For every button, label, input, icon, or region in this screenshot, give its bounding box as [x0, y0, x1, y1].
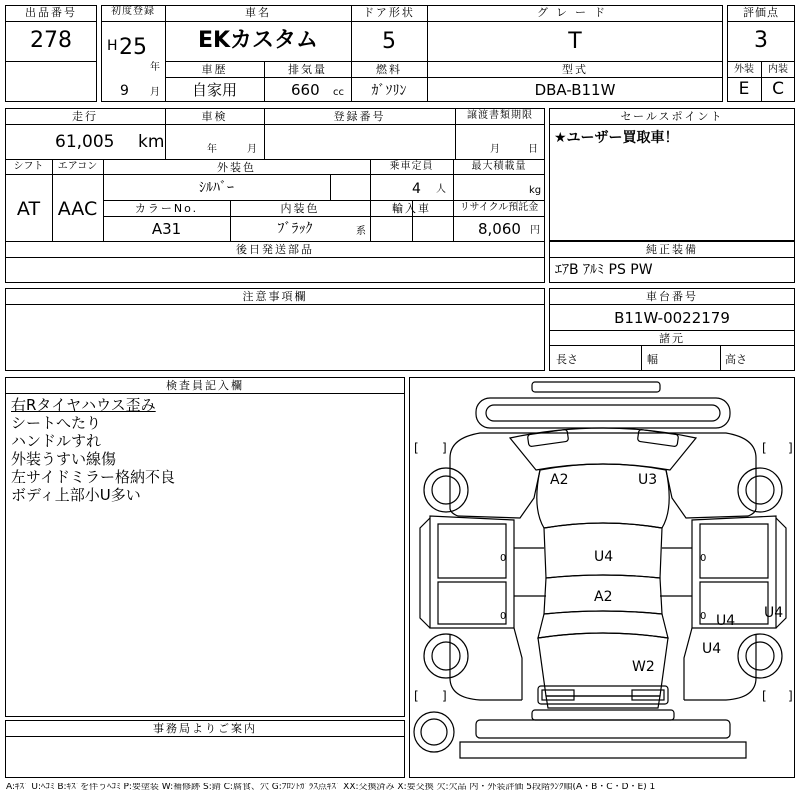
zero-mark: 0: [500, 553, 507, 564]
width-label: 幅: [647, 353, 658, 366]
notes-label: 注意事項欄: [242, 290, 308, 303]
reg-number-label: 登録番号: [333, 110, 386, 123]
car-name: EKカスタム: [197, 28, 319, 53]
capacity-label: 乗車定員: [389, 161, 434, 172]
lot-label: 出品番号: [25, 6, 77, 19]
capacity-unit: 人: [436, 184, 446, 195]
interior-grade: C: [772, 79, 784, 99]
first-reg-month: 9: [120, 83, 129, 99]
displacement-value: 660: [291, 81, 320, 99]
recycle-value: 8,060: [478, 220, 521, 238]
history-value: 自家用: [191, 81, 237, 99]
first-reg-year: 25: [119, 35, 147, 60]
bracket-right-bottom: ]: [442, 689, 447, 703]
damage-mark: A2: [594, 589, 613, 605]
bracket-left-top: [: [414, 441, 419, 455]
ext-color-label: 外装色: [217, 161, 256, 174]
fuel-value: ｶﾞｿﾘﾝ: [371, 83, 407, 99]
inspector-line: 左サイドミラー格納不良: [11, 468, 175, 486]
bracket-right-bottom-r: ]: [788, 689, 793, 703]
history-label: 車歴: [201, 63, 228, 76]
exterior-label: 外装: [734, 64, 754, 75]
legend-text: A:ｷｽﾞ U:ﾍｺﾐ B:ｷｽﾞを伴うﾍｺﾐ P:要塗装 W:補修跡 S:錆 C:腐食、穴 G:ﾌﾛﾝﾄｶﾞﾗｽ点ｷｽﾞ XX:交換済み X:要交換 欠:欠品 内・外装評価 5段階ﾗﾝｸ順(A・B・C・D・E) 1: [6, 783, 656, 792]
score-value: 3: [754, 28, 768, 53]
sales-point-value: ★ユーザー買取車！: [554, 130, 679, 146]
bracket-left-top-r: [: [762, 441, 767, 455]
damage-mark: U3: [638, 472, 658, 488]
int-color-value: ﾌﾞﾗｯｸ: [277, 221, 313, 237]
zero-mark: 0: [700, 611, 707, 622]
bracket-right-top: ]: [442, 441, 447, 455]
inspector-line: ハンドルすれ: [11, 432, 102, 450]
first-reg-label: 初度登録: [111, 6, 155, 17]
grade-label: グレード: [537, 6, 613, 19]
equipment-label: 純正装備: [646, 243, 698, 256]
inspector-line: ボディ上部小U多い: [11, 486, 141, 504]
era-letter: H: [107, 38, 118, 54]
bracket-left-bottom: [: [414, 689, 419, 703]
fuel-label: 燃料: [376, 63, 402, 76]
interior-label: 内装: [768, 64, 788, 75]
transfer-doc-label: 譲渡書類期限: [467, 110, 533, 121]
lot-box: [5, 5, 97, 102]
color-no-label: カラーNo.: [134, 202, 199, 215]
bracket-right-top-r: ]: [788, 441, 793, 455]
mileage-label: 走行: [72, 110, 98, 123]
mileage-value: 61,005: [55, 132, 115, 152]
equipment-value: ｴｱB ｱﾙﾐ PS PW: [555, 262, 653, 278]
displacement-unit: cc: [333, 87, 344, 98]
zero-mark: 0: [700, 553, 707, 564]
grade-value: T: [568, 29, 582, 54]
inspector-line: 右Rタイヤハウス歪み: [11, 396, 156, 414]
inspector-label: 検査員記入欄: [166, 379, 244, 392]
inspector-line: 外装うすい線傷: [11, 450, 117, 468]
transfer-day-unit: 日: [528, 144, 538, 155]
sales-point-label: セールスポイント: [620, 110, 724, 123]
ext-color-value: ｼﾙﾊﾞｰ: [199, 180, 234, 196]
chassis-label: 車台番号: [646, 290, 698, 303]
color-no-value: A31: [151, 220, 182, 238]
car-outline-drawing: [410, 378, 796, 779]
office-label: 事務局よりご案内: [153, 722, 257, 735]
height-label: 高さ: [725, 353, 747, 366]
inspection-month-unit: 月: [247, 144, 257, 155]
lot-number: 278: [30, 28, 72, 53]
inspection-year-unit: 年: [207, 144, 217, 155]
exterior-grade: E: [738, 79, 750, 99]
ac-value: AAC: [57, 198, 98, 220]
car-diagram: [409, 377, 795, 778]
damage-mark: U4: [716, 613, 736, 629]
door-value: 5: [382, 29, 396, 54]
model-label: 型式: [562, 63, 588, 76]
door-label: ドア形状: [363, 6, 415, 19]
recycle-unit: 円: [530, 225, 540, 236]
shift-value: AT: [16, 198, 41, 220]
damage-mark: W2: [632, 659, 655, 675]
damage-mark: A2: [550, 472, 569, 488]
year-unit: 年: [150, 62, 160, 73]
damage-mark: U4: [702, 641, 722, 657]
zero-mark: 0: [500, 611, 507, 622]
max-load-label: 最大積載量: [471, 161, 527, 172]
dims-label: 諸元: [659, 332, 685, 345]
damage-mark: U4: [764, 605, 784, 621]
displacement-label: 排気量: [288, 63, 327, 76]
shift-label: シフト: [13, 161, 44, 172]
int-color-suffix: 系: [356, 226, 366, 237]
max-load-unit: kg: [529, 185, 542, 196]
recycle-label: リサイクル預託金: [459, 202, 539, 213]
bracket-left-bottom-r: [: [762, 689, 767, 703]
score-label: 評価点: [743, 6, 779, 19]
length-label: 長さ: [556, 353, 578, 366]
import-label: 輸入車: [392, 202, 431, 215]
transfer-month-unit: 月: [490, 144, 500, 155]
int-color-label: 内装色: [280, 202, 320, 215]
car-name-label: 車名: [245, 6, 271, 19]
inspector-line: シートへたり: [11, 414, 102, 432]
capacity-value: 4: [412, 181, 421, 197]
damage-mark: U4: [594, 549, 614, 565]
sales-point-box: [549, 108, 795, 241]
model-value: DBA-B11W: [534, 81, 616, 99]
month-unit: 月: [150, 87, 160, 98]
mileage-unit: km: [138, 132, 165, 152]
ac-label: エアコン: [57, 161, 98, 172]
later-parts-label: 後日発送部品: [236, 243, 314, 256]
chassis-value: B11W-0022179: [614, 309, 730, 327]
inspection-label: 車検: [201, 110, 228, 123]
